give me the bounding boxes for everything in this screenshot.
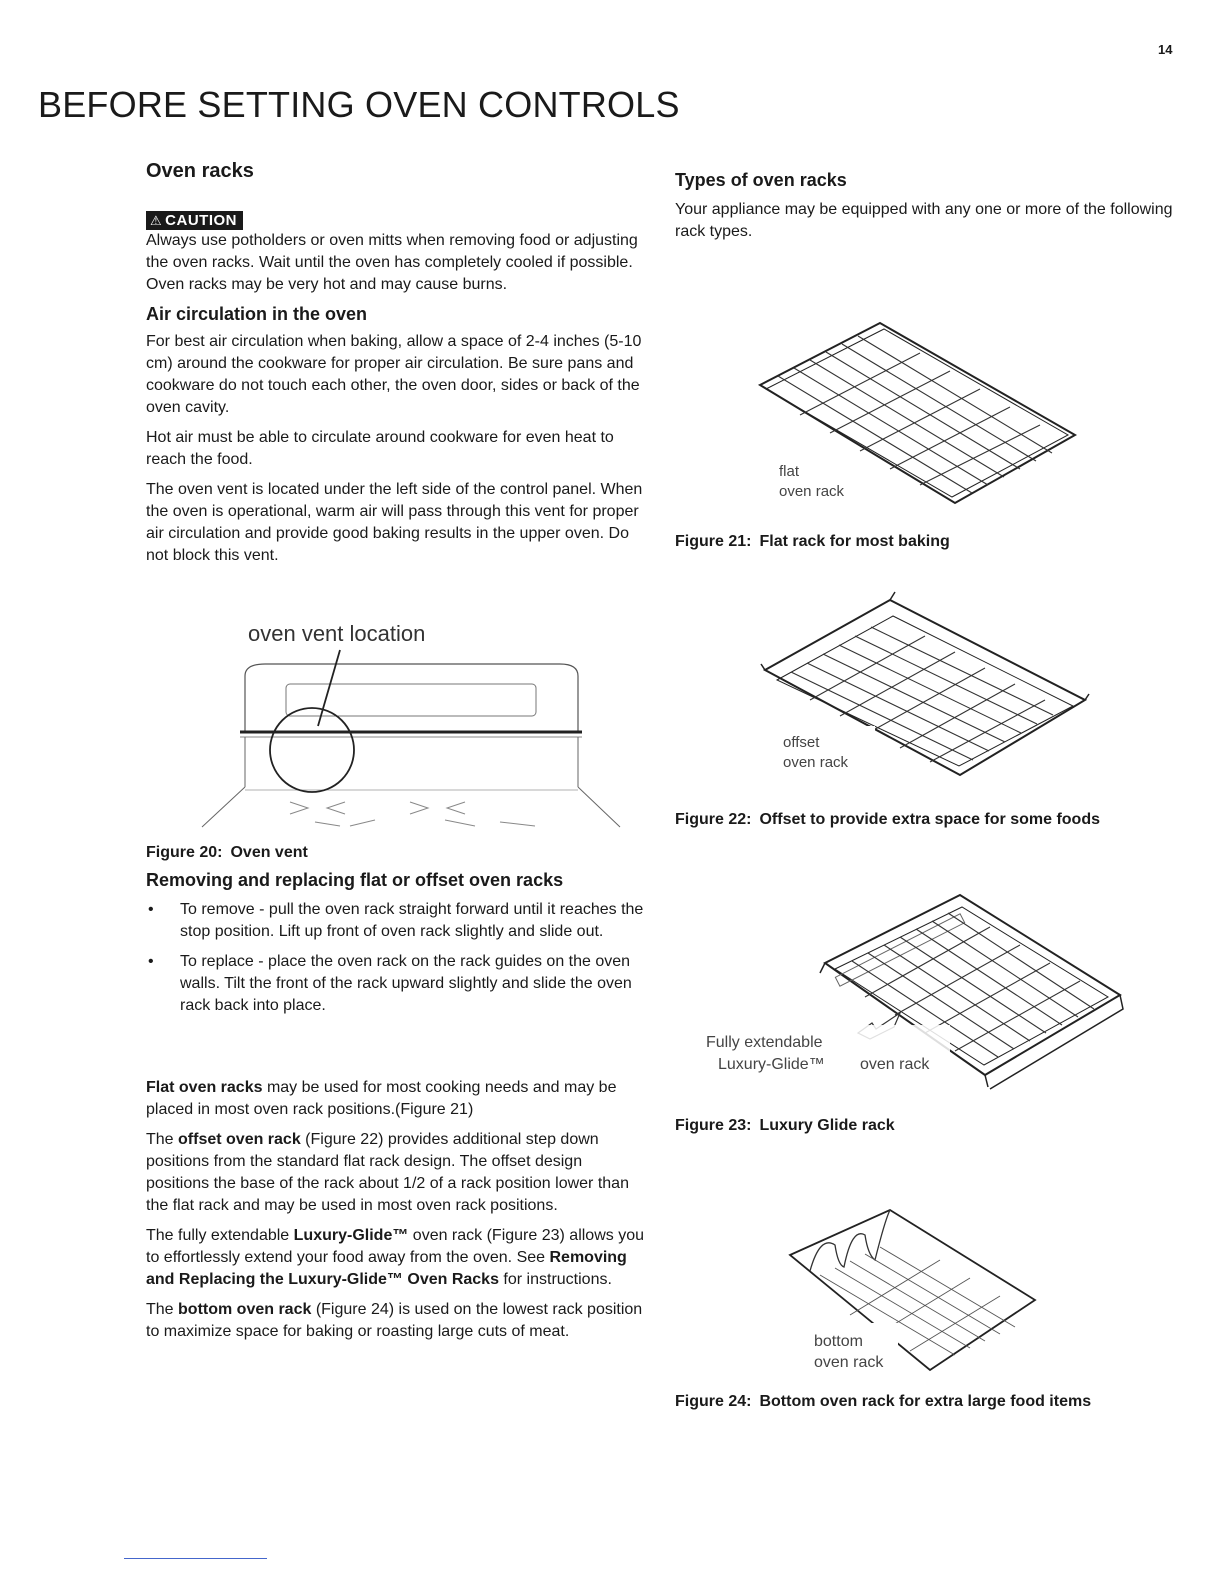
bottom-pre: The	[146, 1301, 179, 1318]
flat-rack-illustration	[740, 315, 1090, 515]
figure-21-text: Flat rack for most baking	[759, 533, 950, 550]
removing-heading: Removing and replacing flat or offset oven racks	[146, 870, 564, 890]
caution-label: CAUTION	[165, 212, 237, 229]
luxury-label-3: oven rack	[860, 1056, 930, 1073]
figure-20-text: Oven vent	[230, 844, 308, 861]
flat-rack-label-1: flat	[779, 463, 800, 480]
bottom-rack-illustration	[780, 1205, 1040, 1380]
caution-badge	[146, 211, 243, 230]
offset-rack-illustration	[755, 590, 1095, 790]
caution-text: Always use potholders or oven mitts when removing food or adjusting the oven racks. Wait until the oven has completely cooled if possible. Oven racks may be very hot and may cause burns.	[146, 232, 638, 293]
air-paragraph-3: The oven vent is located under the left side of the control panel. When the oven is operational, warm air will pass through this vent for proper air circulation and provide good baking results in the upper oven. Do not block this vent.	[146, 481, 643, 564]
luxury-rack-paragraph	[146, 1225, 646, 1291]
bottom-rack-label-1: bottom	[814, 1333, 863, 1350]
warning-triangle-icon: ⚠	[150, 213, 163, 228]
cooktop-markings	[290, 802, 535, 826]
figure-23-caption	[675, 1115, 895, 1137]
types-text: Your appliance may be equipped with any one or more of the following rack types.	[675, 201, 1173, 240]
flat-rack-paragraph	[146, 1077, 646, 1121]
vent-location-label: oven vent location	[248, 621, 426, 646]
figure-24-caption	[675, 1391, 1091, 1413]
control-panel-outline	[245, 664, 578, 732]
removing-section	[146, 870, 646, 1025]
offset-rack-bold: offset oven rack	[178, 1131, 301, 1148]
air-paragraph-2: Hot air must be able to circulate around cookware for even heat to reach the food.	[146, 429, 614, 468]
luxury-label-2: Luxury-Glide™	[718, 1056, 825, 1073]
offset-pre: The	[146, 1131, 179, 1148]
left-column	[146, 160, 646, 575]
figure-21-caption	[675, 531, 950, 553]
offset-rack-text: (Figure 22) provides additional step down positions from the standard flat rack design. The offset design positions the base of the rack about 1/2 of a rack position lower than the flat rack and may be used in most oven rack positions.	[146, 1131, 629, 1214]
luxury-rack-text: oven rack (Figure 23) allows you to effortlessly extend your food away from the oven. See	[146, 1227, 644, 1266]
luxury-label-1: Fully extendable	[706, 1034, 823, 1051]
bottom-rack-bold: bottom oven rack	[178, 1301, 312, 1318]
page-number: 14	[1158, 42, 1173, 57]
bullet-replace: • To replace - place the oven rack on the rack guides on the oven walls. Tilt the front of the rack upward slightly and slide the oven rack back into place.	[146, 951, 646, 1017]
luxury-glide-rack-illustration	[700, 885, 1130, 1095]
oven-vent-diagram	[190, 612, 630, 837]
bottom-rack-paragraph	[146, 1299, 646, 1343]
luxury-rack-bold-2: Removing and Replacing the Luxury-Glide™ Oven Racks	[146, 1249, 627, 1288]
offset-rack-label-2: oven rack	[783, 754, 849, 771]
vent-callout-circle	[270, 708, 354, 792]
bottom-rack-label-2: oven rack	[814, 1354, 884, 1371]
figure-24-text: Bottom oven rack for extra large food items	[759, 1393, 1092, 1410]
page-title: BEFORE SETTING OVEN CONTROLS	[38, 84, 680, 125]
oven-racks-heading: Oven racks	[146, 160, 254, 182]
figure-22-text: Offset to provide extra space for some foods	[759, 811, 1100, 828]
flat-rack-bold: Flat oven racks	[146, 1079, 263, 1096]
removing-bullet-list	[146, 899, 646, 1017]
figure-24-number: Figure 24:	[675, 1393, 752, 1410]
footer-link-line	[124, 1558, 267, 1559]
types-heading: Types of oven racks	[675, 170, 847, 190]
offset-rack-label-1: offset	[783, 734, 820, 751]
bottom-rack-text: (Figure 24) is used on the lowest rack position to maximize space for baking or roasting large cuts of meat.	[146, 1301, 643, 1340]
figure-23-number: Figure 23:	[675, 1117, 752, 1134]
right-column	[675, 170, 1175, 251]
figure-22-caption	[675, 809, 1100, 831]
air-circulation-heading: Air circulation in the oven	[146, 304, 368, 324]
display-window	[286, 684, 536, 716]
flat-rack-text: may be used for most cooking needs and may be placed in most oven rack positions.(Figure 21)	[146, 1079, 617, 1118]
figure-22-number: Figure 22:	[675, 811, 752, 828]
bullet-remove: • To remove - pull the oven rack straight forward until it reaches the stop position. Lift up front of oven rack slightly and slide out.	[146, 899, 646, 943]
rack-types-description	[146, 1077, 646, 1351]
figure-23-text: Luxury Glide rack	[759, 1117, 895, 1134]
vent-pointer-line	[318, 650, 340, 726]
flat-rack-label-2: oven rack	[779, 483, 845, 500]
offset-rack-paragraph	[146, 1129, 646, 1217]
luxury-rack-bold: Luxury-Glide™	[293, 1227, 409, 1244]
luxury-pre: The fully extendable	[146, 1227, 294, 1244]
figure-21-number: Figure 21:	[675, 533, 752, 550]
luxury-rack-text-2: for instructions.	[498, 1271, 612, 1288]
figure-20-number: Figure 20:	[146, 844, 223, 861]
figure-20-caption	[146, 842, 308, 864]
air-paragraph-1: For best air circulation when baking, allow a space of 2-4 inches (5-10 cm) around the cookware for proper air circulation. Be sure pans and cookware do not touch each other, the oven door, sides or back of the oven cavity.	[146, 333, 642, 416]
